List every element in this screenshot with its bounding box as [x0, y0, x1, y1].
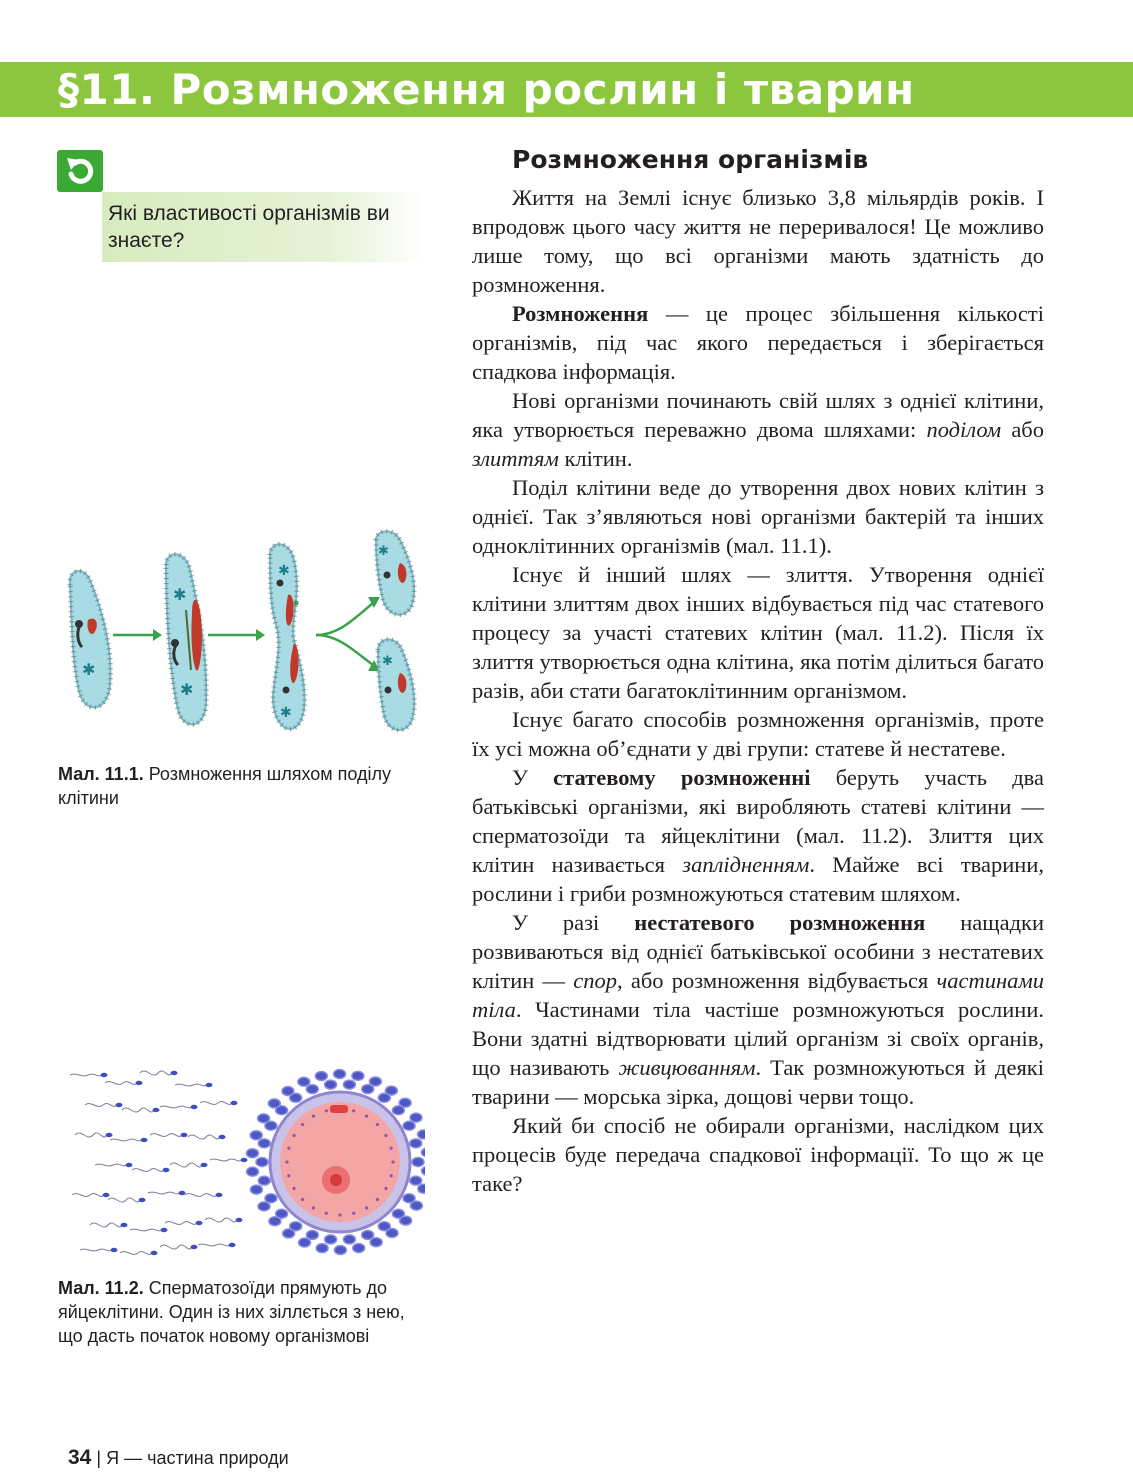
paragraph: У разі нестатевого розмноження нащадки розвиваються від однієї батьківської особини з нестатевих клітин — спор, або розмноження відбувається частинами тіла. Частинами тіла частіше розмножуються рослини. Вони здатні відтворювати цілий організм зі своїх органів, що називають живцюванням. Так розмножуються й деякі тварини — морська зірка, дощові черви тощо.: [472, 910, 1044, 1109]
svg-text:✱: ✱: [382, 654, 393, 669]
sperm-cell: [105, 1081, 143, 1085]
membrane-dot: [287, 1147, 290, 1150]
sperm-cell: [160, 1105, 198, 1109]
membrane-dot: [384, 1187, 387, 1190]
membrane-dot: [390, 1147, 393, 1150]
daughter-cell-top: [376, 531, 414, 614]
emphasis: злиттям: [472, 446, 559, 471]
sperm-cell: [185, 1193, 223, 1197]
svg-text:✱: ✱: [280, 705, 292, 721]
figure-11-2-text: Сперматозоїди прямують до яйцеклітини. Один із них зіллється з нею, що дасть початок новому організмові: [58, 1278, 405, 1346]
emphasis: спор: [573, 968, 618, 993]
sperm-cells: [70, 1071, 248, 1255]
recall-question: Які властивості організмів ви знаєте?: [108, 202, 390, 252]
page-number: 34: [68, 1446, 92, 1469]
main-text: [472, 183, 1044, 1198]
emphasis: поділом: [926, 417, 1002, 442]
constricting-cell: [270, 544, 305, 729]
corona-cell: [343, 1080, 355, 1089]
membrane-dot: [376, 1198, 379, 1201]
emphasis: живцюванням: [618, 1055, 756, 1080]
sperm-cell: [108, 1198, 146, 1202]
term: статевому розмноженні: [553, 765, 811, 790]
sperm-cell: [148, 1191, 186, 1195]
footer-separator: |: [96, 1448, 102, 1468]
paragraph: Життя на Землі існує близько 3,8 мільярдів років. І впродовж цього часу життя не переривалося! Це можливо лише тому, що всі організми мають здатність до розмноження.: [472, 185, 1044, 297]
corona-cell: [247, 1167, 259, 1176]
membrane-dot: [365, 1206, 368, 1209]
sperm-cell: [210, 1158, 248, 1162]
sperm-cell: [70, 1073, 108, 1077]
corona-cell: [250, 1185, 262, 1194]
sperm-cell: [160, 1245, 198, 1249]
membrane-dot: [301, 1123, 304, 1126]
corona-cell: [418, 1130, 425, 1139]
sperm-cell: [72, 1193, 110, 1197]
figure-11-1-label: Мал. 11.1.: [58, 764, 144, 784]
emphasis: заплідненням: [682, 852, 810, 877]
term: нестатевого розмноження: [634, 910, 926, 935]
membrane-dot: [365, 1115, 368, 1118]
corona-cell: [268, 1099, 280, 1108]
corona-cell: [410, 1113, 422, 1122]
membrane-dot: [325, 1109, 328, 1112]
corona-cell: [316, 1244, 328, 1253]
cell-division-illustration: [58, 525, 428, 750]
corona-cell: [258, 1176, 270, 1185]
corona-cell: [353, 1243, 365, 1252]
membrane-dot: [352, 1109, 355, 1112]
svg-text:✱: ✱: [82, 660, 96, 679]
sperm-cell: [175, 1083, 213, 1087]
svg-text:✱: ✱: [278, 563, 290, 579]
sperm-cell: [122, 1108, 160, 1112]
corona-cell: [352, 1071, 364, 1080]
paragraph: Розмноження — це процес збільшення кількості організмів, під час якого передається і зберігається спадкова інформація.: [472, 301, 1044, 384]
corona-cell: [269, 1217, 281, 1226]
dividing-cell: [166, 554, 206, 724]
sperm-cell: [130, 1228, 168, 1232]
corona-cell: [370, 1238, 382, 1247]
corona-cell: [369, 1077, 381, 1086]
corona-cell: [258, 1139, 270, 1148]
corona-cell: [250, 1131, 262, 1140]
corona-cell: [418, 1184, 425, 1193]
corona-cell: [256, 1158, 268, 1167]
corona-cell: [410, 1139, 422, 1148]
svg-text:✱: ✱: [378, 544, 389, 559]
section-heading: Розмноження організмів: [512, 145, 869, 174]
membrane-dot: [312, 1115, 315, 1118]
membrane-dot: [384, 1134, 387, 1137]
term: Розмноження: [512, 301, 649, 326]
membrane-dot: [287, 1174, 290, 1177]
svg-text:✱: ✱: [173, 585, 187, 604]
page-footer: [68, 1446, 289, 1470]
figure-11-2-caption: [58, 1276, 433, 1348]
corona-cell: [306, 1085, 318, 1094]
corona-cell: [265, 1194, 277, 1203]
corona-cell: [325, 1235, 337, 1244]
membrane-dot: [391, 1160, 394, 1163]
sperm-cell: [75, 1133, 113, 1137]
sperm-cell: [150, 1133, 188, 1137]
fertilization-illustration: [60, 1065, 425, 1260]
membrane-dot: [352, 1212, 355, 1215]
corona-cell: [299, 1238, 311, 1247]
sperm-cell: [200, 1101, 238, 1105]
corona-cell: [258, 1114, 270, 1123]
corona-cell: [412, 1158, 424, 1167]
corona-cell: [400, 1216, 412, 1225]
sperm-cell: [90, 1223, 128, 1227]
corona-cell: [410, 1201, 422, 1210]
corona-cell: [246, 1149, 258, 1158]
sperm-cell: [165, 1221, 203, 1225]
membrane-dot: [285, 1160, 288, 1163]
membrane-dot: [325, 1212, 328, 1215]
egg-cell: [246, 1070, 425, 1255]
corona-cell: [385, 1086, 397, 1095]
membrane-dot: [293, 1134, 296, 1137]
paragraph: Існує багато способів розмноження організмів, проте їх усі можна об’єднати у дві групи: статеве й нестатеве.: [472, 707, 1044, 761]
membrane-dot: [312, 1206, 315, 1209]
membrane-dot: [338, 1213, 341, 1216]
corona-cell: [283, 1229, 295, 1238]
membrane-dot: [376, 1123, 379, 1126]
corona-cell: [315, 1072, 327, 1081]
sperm-cell: [132, 1168, 170, 1172]
paragraph: Поділ клітини веде до утворення двох нових клітин з однієї. Так з’являються нові організми бактерій та інших одноклітинних організмів (мал. 11.1).: [472, 475, 1044, 558]
corona-cell: [399, 1098, 411, 1107]
paragraph: У статевому розмноженні беруть участь два батьківські організми, які виробляють статеві клітини — сперматозоїди та яйцеклітини (мал. 11.2). Злиття цих клітин називається заплідненням. Майже всі тварини, рослини і гриби розмножуються статевим шляхом.: [472, 765, 1044, 906]
sperm-cell: [140, 1071, 178, 1075]
chapter-title: Я — частина природи: [106, 1448, 289, 1468]
sperm-cell: [120, 1251, 158, 1255]
corona-cell: [386, 1228, 398, 1237]
figure-11-2-label: Мал. 11.2.: [58, 1278, 144, 1298]
paragraph: Який би спосіб не обирали організми, наслідком цих процесів буде передача спадкової інформації. То що ж це таке?: [472, 1113, 1044, 1196]
recall-arrow-icon: [57, 150, 103, 192]
page-title: §11. Розмноження рослин і тварин: [58, 65, 915, 114]
corona-cell: [334, 1245, 346, 1254]
parent-cell: [70, 571, 111, 707]
paragraph: Існує й інший шлях — злиття. Утворення однієї клітини злиттям двох інших відбувається під час статевого процесу за участі статевих клітин (мал. 11.2). Після їх злиття утворюється одна клітина, яка потім ділиться багато разів, аби стати багатоклітинним організмом.: [472, 562, 1044, 703]
figure-11-1-text: Розмноження шляхом поділу клітини: [58, 764, 392, 808]
daughter-cell-bottom: [378, 639, 414, 730]
corona-cell: [343, 1235, 355, 1244]
corona-cell: [362, 1230, 374, 1239]
corona-cell: [282, 1087, 294, 1096]
emphasis: частинами тіла: [472, 968, 1044, 1022]
membrane-dot: [293, 1187, 296, 1190]
membrane-dot: [301, 1198, 304, 1201]
corona-cell: [410, 1176, 422, 1185]
sperm-cell: [80, 1248, 118, 1252]
sperm-cell: [205, 1218, 243, 1222]
paragraph: Нові організми починають свій шлях з однієї клітини, яка утворюється переважно двома шляхами: поділом або злиттям клітин.: [472, 388, 1044, 471]
svg-text:✱: ✱: [180, 680, 194, 699]
corona-cell: [334, 1070, 346, 1079]
sperm-cell: [95, 1163, 133, 1167]
sperm-cell: [85, 1103, 123, 1107]
sperm-cell: [110, 1138, 148, 1142]
corona-cell: [325, 1080, 337, 1089]
membrane-dot: [390, 1174, 393, 1177]
corona-cell: [298, 1077, 310, 1086]
sperm-cell: [170, 1163, 208, 1167]
corona-cell: [258, 1202, 270, 1211]
corona-cell: [403, 1121, 415, 1130]
figure-11-1-caption: [58, 762, 433, 810]
sperm-cell: [198, 1243, 236, 1247]
sperm-cell: [188, 1135, 226, 1139]
